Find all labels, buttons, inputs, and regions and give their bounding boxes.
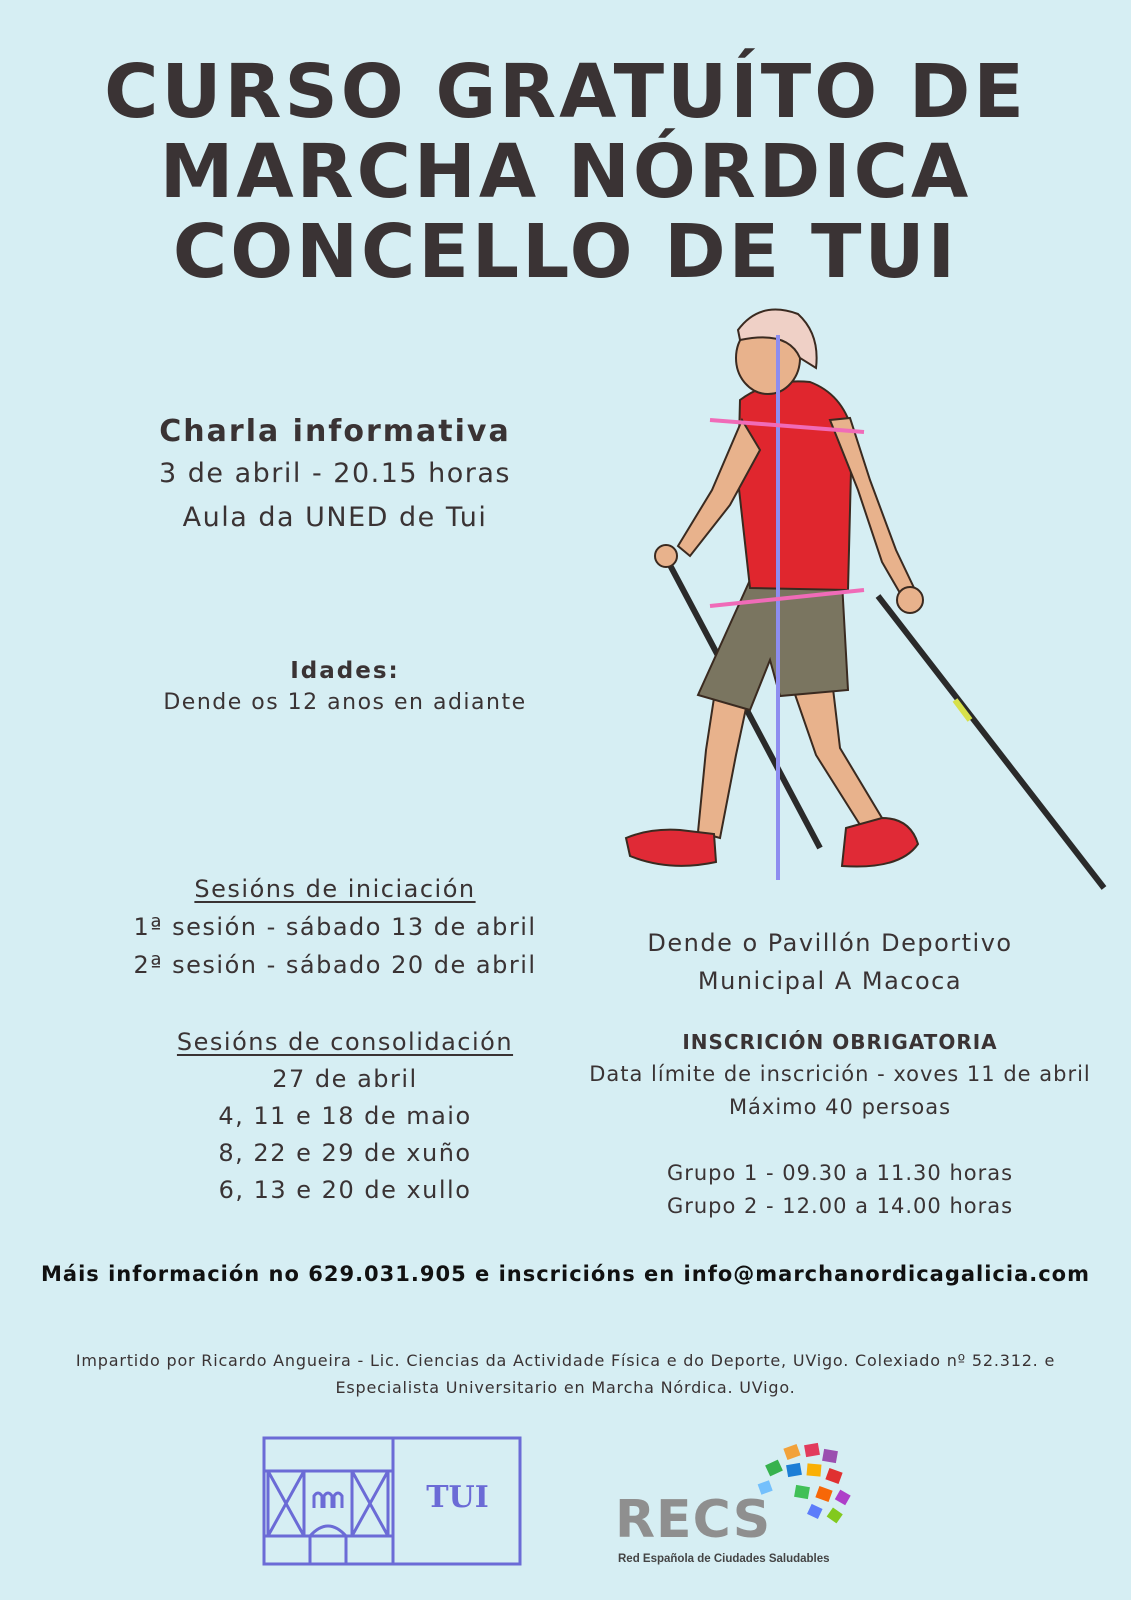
initiation-session-1: 1ª sesión - sábado 13 de abril — [133, 913, 537, 941]
consolidation-date-1: 27 de abril — [272, 1065, 418, 1093]
credits-line-2: Especialista Universitario en Marcha Nórdica. UVigo. — [335, 1378, 796, 1397]
title-line-1: CURSO GRATUÍTO DE — [104, 49, 1027, 135]
front-leg — [790, 680, 882, 828]
initiation-section — [90, 870, 580, 984]
recs-logo-text: RECS — [615, 1490, 772, 1550]
talk-date: 3 de abril - 20.15 horas — [158, 458, 511, 489]
recs-logo-subtitle: Red Española de Ciudades Saludables — [618, 1553, 830, 1565]
recs-logo — [615, 1442, 865, 1572]
recs-mosaic-icon — [755, 1442, 865, 1542]
contact-info — [0, 1262, 1131, 1286]
initiation-session-2: 2ª sesión - sábado 20 de abril — [133, 951, 537, 979]
registration-section — [580, 1026, 1100, 1223]
back-shoe — [626, 830, 716, 866]
front-shoe — [842, 818, 918, 867]
consolidation-date-2: 4, 11 e 18 de maio — [218, 1102, 472, 1130]
registration-heading: INSCRICIÓN OBRIGATORIA — [682, 1030, 998, 1054]
consolidation-section — [110, 1024, 580, 1209]
contact-text: Máis información no 629.031.905 e inscricións en info@marchanordicagalicia.com — [41, 1262, 1090, 1286]
registration-group-1: Grupo 1 - 09.30 a 11.30 horas — [666, 1161, 1014, 1185]
consolidation-heading: Sesións de consolidación — [176, 1028, 514, 1056]
talk-heading: Charla informativa — [159, 414, 511, 449]
ages-text: Dende os 12 anos en adiante — [163, 690, 527, 715]
talk-place: Aula da UNED de Tui — [182, 502, 488, 533]
poster-title — [0, 49, 1131, 295]
tui-logo — [262, 1436, 522, 1566]
talk-section — [90, 412, 580, 540]
initiation-heading: Sesións de iniciación — [194, 875, 476, 903]
consolidation-date-3: 8, 22 e 29 de xuño — [218, 1139, 472, 1167]
venue-section — [600, 924, 1060, 1000]
credits-line-1: Impartido por Ricardo Angueira - Lic. Ciencias da Actividade Física e do Deporte, UVigo. Colexiado nº 52.312. e — [75, 1351, 1056, 1370]
title-line-2: MARCHA NÓRDICA — [159, 129, 972, 215]
registration-deadline: Data límite de inscrición - xoves 11 de abril — [589, 1062, 1091, 1086]
shirt — [738, 381, 852, 590]
nordic-walker-illustration — [620, 300, 1120, 900]
venue-line-2: Municipal A Macoca — [697, 967, 963, 995]
registration-group-2: Grupo 2 - 12.00 a 14.00 horas — [666, 1194, 1014, 1218]
ages-section — [120, 655, 570, 719]
credits — [0, 1347, 1131, 1401]
ages-heading: Idades: — [290, 658, 400, 684]
venue-line-1: Dende o Pavillón Deportivo — [647, 929, 1013, 957]
registration-max: Máximo 40 persoas — [728, 1095, 952, 1119]
title-line-3: CONCELLO DE TUI — [172, 209, 959, 295]
consolidation-date-4: 6, 13 e 20 de xullo — [218, 1176, 472, 1204]
tui-logo-text: TUI — [426, 1480, 489, 1515]
